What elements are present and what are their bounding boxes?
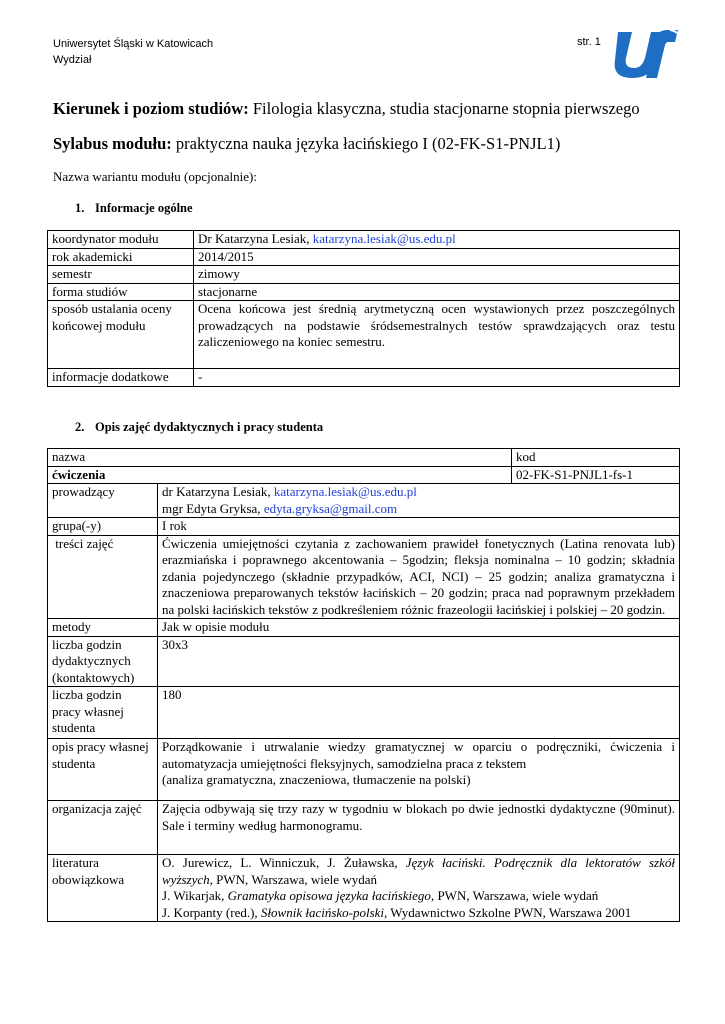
table-row (48, 518, 680, 536)
study-field-label: Kierunek i poziom studiów: (53, 99, 249, 118)
class-code: 02-FK-S1-PNJL1-fs-1 (512, 466, 680, 484)
page-header (53, 36, 213, 68)
syllabus-heading (53, 134, 560, 154)
literature-value (158, 855, 680, 922)
row-label: liczba godzin pracy własnej studenta (48, 687, 158, 739)
section-2-heading (75, 420, 323, 435)
row-value: Jak w opisie modułu (158, 619, 680, 637)
table-row (48, 266, 680, 284)
row-value: 180 (158, 687, 680, 739)
class-name: ćwiczenia (48, 466, 512, 484)
row-label: sposób ustalania oceny końcowej modułu (48, 301, 194, 369)
row-value: Ocena końcowa jest średnią arytmetyczną ocen wystawionych przez poszczególnych prowadzących na podstawie śródsemestralnych testów sprawdzających oraz testu zaliczeniowego na koniec semestru. (194, 301, 680, 369)
literature-item: O. Jurewicz, L. Winniczuk, J. Żuławska, Język łaciński. Podręcznik dla lektoratów szkół wyższych, PWN, Warszawa, wiele wydań (162, 855, 675, 887)
table-row (48, 283, 680, 301)
table-row (48, 801, 680, 855)
row-label: metody (48, 619, 158, 637)
row-label: rok akademicki (48, 248, 194, 266)
table-row (48, 369, 680, 387)
table-row (48, 301, 680, 369)
row-label: grupa(-y) (48, 518, 158, 536)
syllabus-value: praktyczna nauka języka łacińskiego I (02-FK-S1-PNJL1) (171, 134, 561, 153)
row-value: 30x3 (158, 636, 680, 687)
university-name: Uniwersytet Śląski w Katowicach (53, 38, 214, 50)
section-1-number: 1. (75, 201, 85, 215)
row-value: 2014/2015 (194, 248, 680, 266)
table-row (48, 619, 680, 637)
teacher2-email-link[interactable]: edyta.gryksa@gmail.com (263, 500, 398, 516)
table-row (48, 855, 680, 922)
coordinator-email-link[interactable]: katarzyna.lesiak@us.edu.pl (312, 231, 456, 246)
coordinator-value: Dr Katarzyna Lesiak, katarzyna.lesiak@us.edu.pl (194, 231, 680, 249)
section-2-title: Opis zajęć dydaktycznych i pracy studenta (95, 420, 324, 434)
row-label: prowadzący (48, 484, 158, 518)
classes-table (47, 448, 680, 922)
table-row (48, 248, 680, 266)
row-label: organizacja zajęć (48, 801, 158, 855)
row-value: - (194, 369, 680, 387)
page-number: str. 1 (577, 36, 601, 48)
table-row (48, 535, 680, 619)
row-label: treści zajęć (48, 535, 158, 619)
study-field-value: Filologia klasyczna, studia stacjonarne stopnia pierwszego (248, 99, 640, 118)
table-row (48, 231, 680, 249)
section-1-title: Informacje ogólne (95, 201, 193, 215)
table-row (48, 449, 680, 467)
table-row (48, 687, 680, 739)
table-row (48, 484, 680, 518)
general-info-table (47, 230, 680, 387)
literature-item: J. Wikarjak, Gramatyka opisowa języka łacińskiego, PWN, Warszawa, wiele wydań (162, 888, 599, 903)
content-value: Ćwiczenia umiejętności czytania z zachowaniem prawideł fonetycznych (Latina renovata lub) erazmiańska i poprawnego akcentowania – 5godzin; fleksja nominalna – 10 godzin; składnia zdania pojedynczego (składnie przypadków, ACI, NCI) – 25 godzin; analiza gramatyczna i znaczeniowa preparowanych tekstów łacińskich – 20 godzin; praca nad poprawnym przekładem na polski łacińskich tekstów z podkreśleniem różnic frazeologii łacińskiej i polskiej – 20 godzin. (158, 535, 680, 619)
table-row (48, 466, 680, 484)
faculty-name: Wydział (53, 54, 92, 66)
row-label: literatura obowiązkowa (48, 855, 158, 922)
row-label: koordynator modułu (48, 231, 194, 249)
study-field-heading (53, 99, 640, 119)
table-row (48, 739, 680, 801)
row-label: liczba godzin dydaktycznych (kontaktowych) (48, 636, 158, 687)
section-1-heading (75, 201, 193, 216)
syllabus-label: Sylabus modułu: (53, 134, 172, 153)
variant-label: Nazwa wariantu modułu (opcjonalnie): (53, 169, 257, 184)
table-row (48, 636, 680, 687)
row-label: forma studiów (48, 283, 194, 301)
university-logo (612, 28, 680, 80)
self-work-value: Porządkowanie i utrwalanie wiedzy gramatycznej w oparciu o podręczniki, ćwiczenia i automatyzacja umiejętności fleksyjnych, samodzielna praca z tekstem (analiza gramatyczna, znaczeniowa, tłumaczenie na polski) (158, 739, 680, 801)
col-header-name: nazwa (48, 449, 512, 467)
organization-value: Zajęcia odbywają się trzy razy w tygodniu w blokach po dwie jednostki dydaktyczne (90minut). Sale i terminy według harmonogramu. (158, 801, 680, 855)
row-label: opis pracy własnej studenta (48, 739, 158, 801)
literature-item: J. Korpanty (red.), Słownik łacińsko-polski, Wydawnictwo Szkolne PWN, Warszawa 2001 (162, 904, 632, 920)
section-2-number: 2. (75, 420, 85, 434)
row-value: stacjonarne (194, 283, 680, 301)
teacher1-email-link[interactable]: katarzyna.lesiak@us.edu.pl (273, 484, 417, 499)
row-value: I rok (158, 518, 680, 536)
teachers-value: dr Katarzyna Lesiak, katarzyna.lesiak@us.edu.pl mgr Edyta Gryksa, edyta.gryksa@gmail.com (158, 484, 680, 518)
row-label: informacje dodatkowe (48, 369, 194, 387)
row-value: zimowy (194, 266, 680, 284)
col-header-code: kod (512, 449, 680, 467)
row-label: semestr (48, 266, 194, 284)
